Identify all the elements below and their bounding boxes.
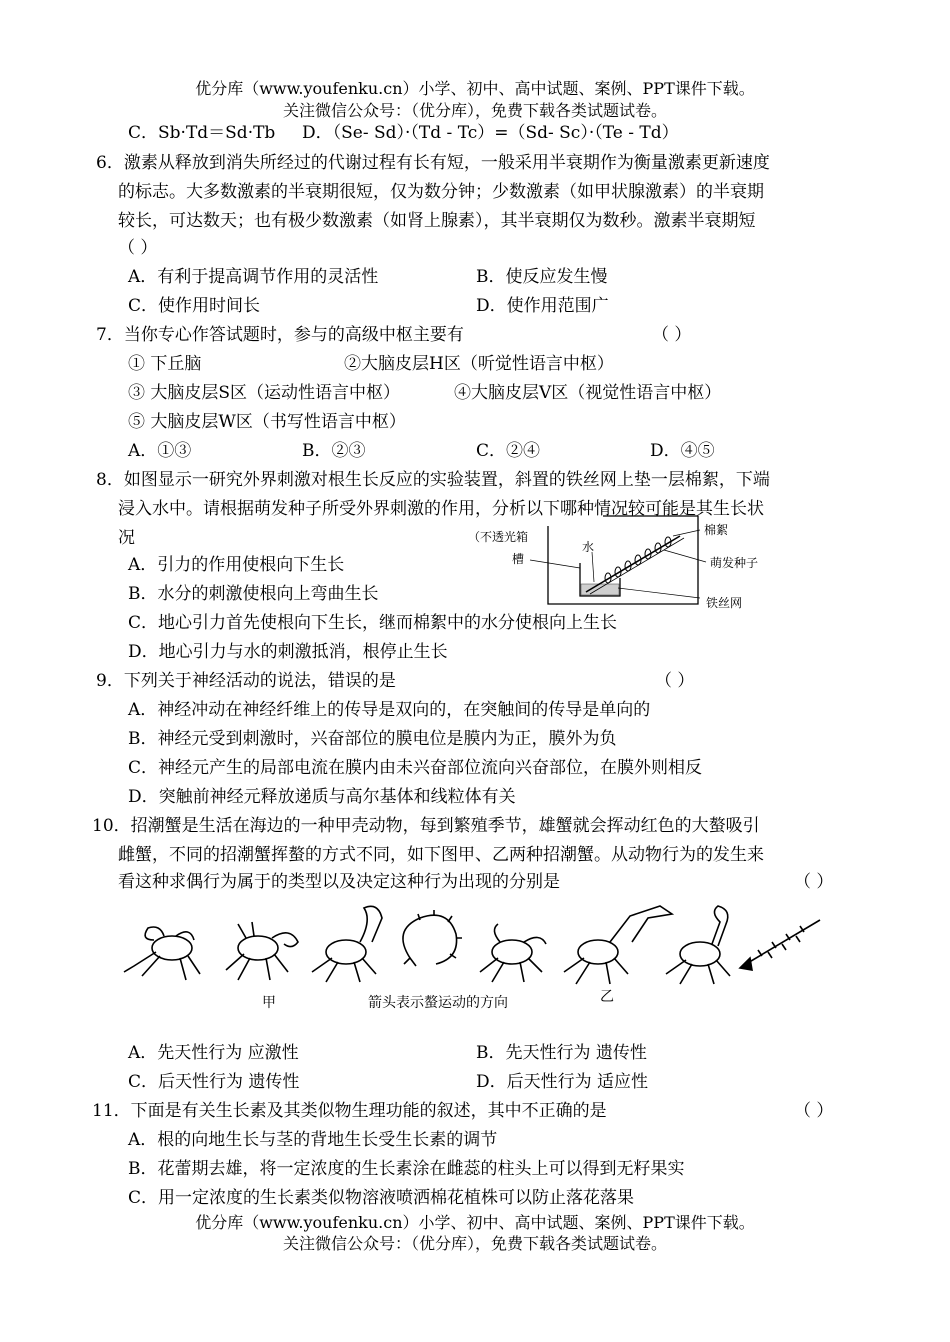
crab-yi-1 — [480, 924, 546, 982]
light-proof-box — [548, 516, 698, 604]
q11-option-b: B．花蕾期去雄，将一定浓度的生长素涂在雌蕊的柱头上可以得到无籽果实 — [128, 1159, 685, 1179]
q11-stem: 11．下面是有关生长素及其类似物生理功能的叙述，其中不正确的是 — [92, 1101, 607, 1121]
page-footer-line2: 关注微信公众号：（优分库），免费下载各类试题试卷。 — [282, 1234, 667, 1253]
q7-option-a: A．①③ — [128, 441, 192, 461]
q10-stem-line3: 看这种求偶行为属于的类型以及决定这种行为出现的分别是 — [118, 872, 560, 892]
fig-label-light-proof-box: （不透光箱 — [468, 530, 529, 544]
q7-answer-bracket: （ ） — [652, 325, 692, 345]
q6-option-d: D．使作用范围广 — [476, 296, 609, 316]
q8-option-d: D．地心引力与水的刺激抵消，根停止生长 — [128, 642, 448, 662]
q10-option-a: A．先天性行为 应激性 — [128, 1043, 299, 1063]
fig-label-water: 水 — [582, 540, 595, 554]
q10-stem-line2: 雌蟹，不同的招潮蟹挥螯的方式不同，如下图甲、乙两种招潮蟹。从动物行为的发生来 — [118, 845, 764, 865]
q10-stem-line1: 10．招潮蟹是生活在海边的一种甲壳动物，每到繁殖季节，雄蟹就会挥动红色的大螯吸引 — [92, 816, 760, 836]
q8-stem-line1: 8．如图显示一研究外界刺激对根生长反应的实验装置，斜置的铁丝网上垫一层棉絮，下端 — [96, 470, 770, 490]
q6-option-c: C．使作用时间长 — [128, 296, 261, 316]
fig-label-yi: 乙 — [600, 989, 614, 1005]
q9-stem: 9．下列关于神经活动的说法，错误的是 — [96, 671, 396, 691]
q9-option-c: C．神经元产生的局部电流在膜内由未兴奋部位流向兴奋部位，在膜外则相反 — [128, 758, 703, 778]
crab-yi-2 — [564, 906, 672, 984]
q6-stem-line2: 的标志。大多数激素的半衰期很短，仅为数分钟；少数激素（如甲状腺激素）的半衰期 — [118, 182, 764, 202]
q9-answer-bracket: （ ） — [655, 671, 695, 691]
germinating-seeds — [605, 537, 671, 583]
water-fill — [581, 584, 619, 595]
q7-item-3: ③ 大脑皮层S区（运动性语言中枢） — [128, 383, 401, 403]
q11-answer-bracket: （ ） — [794, 1101, 834, 1121]
q9-option-b: B．神经元受到刺激时，兴奋部位的膜电位是膜内为正，膜外为负 — [128, 729, 617, 749]
q6-option-b: B．使反应发生慢 — [476, 267, 608, 287]
crab-yi-3 — [666, 906, 730, 984]
q7-item-5: ⑤ 大脑皮层W区（书写性语言中枢） — [128, 412, 406, 432]
q7-item-1: ① 下丘脑 — [128, 354, 202, 374]
q6-stem-line1: 6．激素从释放到消失所经过的代谢过程有长有短，一般采用半衰期作为衡量激素更新速度 — [96, 153, 770, 173]
fig-label-mesh: 铁丝网 — [706, 596, 743, 610]
claw-motion-arrow-loop — [403, 910, 462, 966]
fig-label-cotton: 棉絮 — [704, 523, 729, 537]
q8-option-c: C．地心引力首先使根向下生长，继而棉絮中的水分使根向上生长 — [128, 613, 618, 633]
claw-motion-arrow-line — [740, 920, 820, 970]
page-footer-line1: 优分库（www.youfenku.cn）小学、初中、高中试题、案例、PPT课件下载。 — [195, 1213, 755, 1232]
q6-answer-bracket: （ ） — [118, 238, 158, 258]
q8-option-a: A．引力的作用使根向下生长 — [128, 555, 345, 575]
q7-option-b: B．②③ — [302, 441, 366, 461]
page-header-line2: 关注微信公众号：（优分库），免费下载各类试题试卷。 — [282, 101, 667, 120]
q11-option-c: C．用一定浓度的生长素类似物溶液喷洒棉花植株可以防止落花落果 — [128, 1188, 635, 1208]
q7-option-d: D．④⑤ — [650, 441, 715, 461]
q10-answer-bracket: （ ） — [794, 872, 834, 892]
q7-option-c: C．②④ — [476, 441, 541, 461]
fig-label-jia: 甲 — [262, 995, 276, 1011]
q5-option-c: C．Sb·Td＝Sd·Tb — [128, 123, 276, 143]
q8-stem-line3: 况 — [118, 528, 135, 548]
q7-item-4: ④大脑皮层V区（视觉性语言中枢） — [454, 383, 722, 403]
q5-option-d: D．（Se- Sd）·（Td - Tc）=（Sd- Sc）·（Te - Td） — [302, 123, 679, 143]
crab-jia-2 — [226, 922, 298, 980]
q6-stem-line3: 较长，可达数天；也有极少数激素（如肾上腺素），其半衰期仅为数秒。激素半衰期短 — [118, 211, 756, 231]
fig-label-seed: 萌发种子 — [710, 556, 759, 570]
q10-option-d: D．后天性行为 适应性 — [476, 1072, 649, 1092]
fig-label-trough: 槽 — [512, 552, 525, 566]
q8-option-b: B．水分的刺激使根向上弯曲生长 — [128, 584, 379, 604]
q7-stem: 7．当你专心作答试题时，参与的高级中枢主要有 — [96, 325, 464, 345]
q9-option-a: A．神经冲动在神经纤维上的传导是双向的，在突触间的传导是单向的 — [128, 700, 651, 720]
fiddler-crab-figure — [120, 900, 830, 1000]
fig-caption-arrow-direction: 箭头表示螯运动的方向 — [368, 995, 508, 1011]
q7-item-2: ②大脑皮层H区（听觉性语言中枢） — [344, 354, 614, 374]
q11-option-a: A．根的向地生长与茎的背地生长受生长素的调节 — [128, 1130, 498, 1150]
crab-jia-1 — [124, 927, 200, 980]
wire-mesh — [586, 536, 680, 592]
page-header-line1: 优分库（www.youfenku.cn）小学、初中、高中试题、案例、PPT课件下载。 — [195, 79, 755, 98]
q9-option-d: D．突触前神经元释放递质与高尔基体和线粒体有关 — [128, 787, 516, 807]
q8-stem-line2: 浸入水中。请根据萌发种子所受外界刺激的作用，分析以下哪种情况较可能是其生长状 — [118, 499, 764, 519]
q6-option-a: A．有利于提高调节作用的灵活性 — [128, 267, 379, 287]
crab-jia-3 — [312, 906, 382, 982]
q10-option-c: C．后天性行为 遗传性 — [128, 1072, 300, 1092]
q10-option-b: B．先天性行为 遗传性 — [476, 1043, 647, 1063]
